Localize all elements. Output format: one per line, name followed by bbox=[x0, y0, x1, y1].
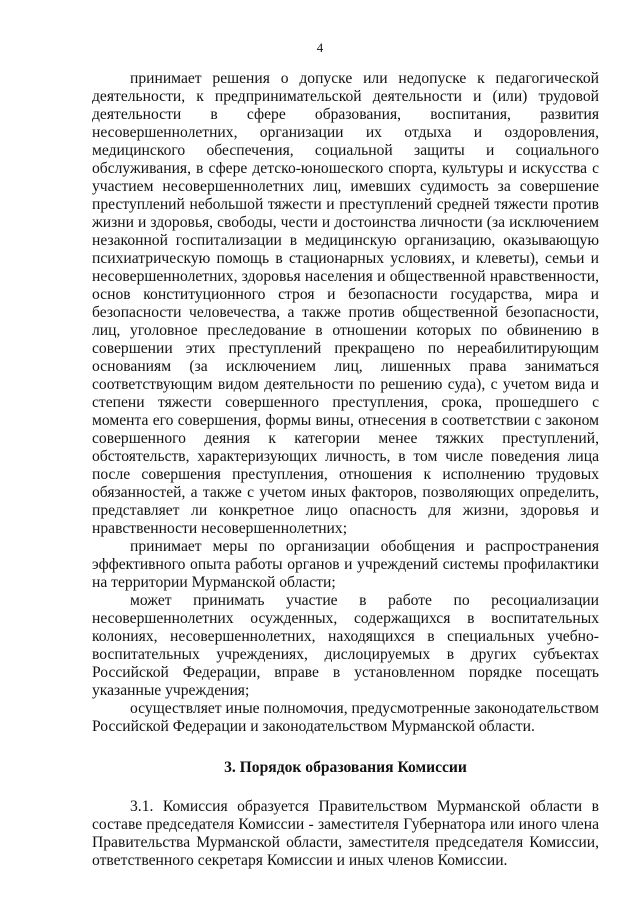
section-heading: 3. Порядок образования Комиссии bbox=[224, 759, 467, 776]
paragraph-commission-formation: 3.1. Комиссия образуется Правительством Мурманской области в составе председателя Комиссии - заместителя Губернатора или иного члена Правительства Мурманской области, заместителя председателя Комиссии, ответственного секретаря Комиссии и иных членов Комиссии. bbox=[92, 798, 599, 869]
paragraph-resocialization: может принимать участие в работе по ресоциализации несовершеннолетних осужденных, содержащихся в воспитательных колониях, несовершеннолетних, находящихся в специальных учебно-воспитательных учреждениях, дислоцируемых в других субъектах Российской Федерации, вправе в установленном порядке посещать указанные учреждения; bbox=[92, 592, 599, 699]
paragraph-decisions-on-admission: принимает решения о допуске или недопуске к педагогической деятельности, к предпринимательской деятельности и (или) трудовой деятельности в сфере образования, воспитания, развития несовершеннолетних, организации их отдыха и оздоровления, медицинского обеспечения, социальной защиты и социального обслуживания, в сфере детско-юношеского спорта, культуры и искусства с участием несовершеннолетних лиц, имевших судимость за совершение преступлений небольшой тяжести и преступлений средней тяжести против жизни и здоровья, свободы, чести и достоинства личности (за исключением незаконной госпитализации в медицинскую организацию, оказывающую психиатрическую помощь в стационарных условиях, и клеветы), семьи и несовершеннолетних, здоровья населения и общественной нравственности, основ конституционного строя и безопасности государства, мира и безопасности человечества, а также против общественной безопасности, лиц, уголовное преследование в отношении которых по обвинению в совершении этих преступлений прекращено по нереабилитирующим основаниям (за исключением лиц, лишенных права заниматься соответствующим видом деятельности по решению суда), с учетом вида и степени тяжести совершенного преступления, срока, прошедшего с момента его совершения, формы вины, отнесения в соответствии с законом совершенного деяния к категории менее тяжких преступлений, обстоятельств, характеризующих личность, в том числе поведения лица после совершения преступления, отношения к исполнению трудовых обязанностей, а также с учетом иных факторов, позволяющих определить, представляет ли конкретное лицо опасность для жизни, здоровья и нравственности несовершеннолетних; bbox=[92, 70, 599, 537]
page-number: 4 bbox=[316, 40, 324, 55]
document-body bbox=[92, 70, 599, 870]
paragraph-other-powers: осуществляет иные полномочия, предусмотренные законодательством Российской Федерации и законодательством Мурманской области. bbox=[92, 700, 599, 735]
paragraph-experience-dissemination: принимает меры по организации обобщения и распространения эффективного опыта работы органов и учреждений системы профилактики на территории Мурманской области; bbox=[92, 538, 599, 591]
